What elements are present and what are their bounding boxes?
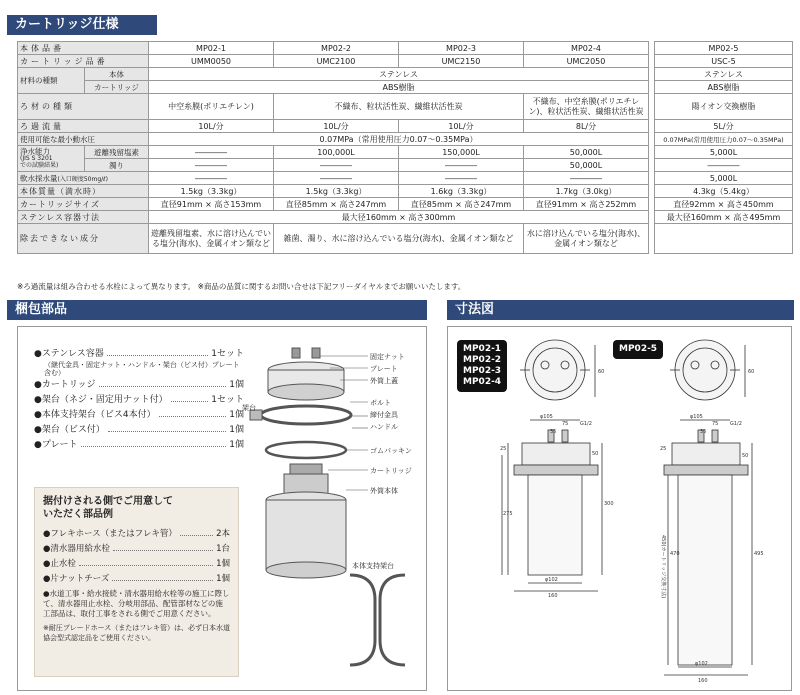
table-row: ろ過流量 10L/分 10L/分 10L/分 8L/分 5L/分: [18, 120, 793, 133]
label-bolt: ボルト: [370, 399, 391, 407]
table-row: ステンレス容器寸法 最大径160mm × 高さ300mm 最大径160mm × 高さ495mm: [18, 211, 793, 224]
list-item: ●架台（ビス付） 1個: [34, 425, 244, 436]
svg-text:50: 50: [742, 453, 749, 459]
svg-text:φ105: φ105: [540, 414, 553, 420]
svg-text:60: 60: [748, 369, 755, 375]
svg-text:160: 160: [548, 593, 558, 599]
svg-text:275: 275: [503, 511, 513, 517]
svg-text:450(カートリッジ交換寸法): 450(カートリッジ交換寸法): [660, 535, 666, 599]
svg-text:160: 160: [698, 678, 708, 684]
parts-list: [34, 350, 244, 456]
svg-text:470: 470: [670, 551, 680, 557]
svg-text:φ102: φ102: [695, 661, 708, 667]
table-row: カートリッジ ABS樹脂 ABS樹脂: [18, 81, 793, 94]
svg-text:φ102: φ102: [545, 577, 558, 583]
parts-section-title: 梱包部品: [7, 300, 427, 320]
table-row: 本体質量（満水時） 1.5kg（3.3kg） 1.5kg（3.3kg） 1.6kg（3.3kg） 1.7kg（3.0kg） 4.3kg（5.4kg）: [18, 185, 793, 198]
svg-text:35: 35: [550, 429, 557, 435]
label-fitting: 締付金具: [370, 411, 398, 419]
install-parts-box: 据付けされる側でご用意して いただく部品例 ●フレキホース（またはフレキ管） 2本 ●清水器用給水栓 1台 ●止水栓 1個 ●片ナットチーズ 1個 ●水道工事・給水接続・清水器用給水栓等の施工に際して、清水器用止水栓、分岐用部品、配管部材などの施工部品は、取付工事をされる側でご用意ください。 ※耐圧ブレードホース（またはフレキ管）は、必ず日本水道協会型式認定品をご使用ください。: [34, 487, 239, 677]
spec-section-title: カートリッジ仕様: [7, 15, 157, 35]
dimension-drawing-2: [660, 335, 790, 685]
table-row: 浄水能力 (JIS S 3201 での試験結果) 遊離残留塩素 ―――― 100,000L 150,000L 50,000L 5,000L: [18, 146, 793, 159]
svg-text:G1/2: G1/2: [580, 421, 592, 427]
label-nut: 固定ナット: [370, 353, 405, 361]
label-packing: ゴムパッキン: [370, 447, 412, 455]
table-row: 濁り ―――― ―――― ―――― 50,000L ――――: [18, 159, 793, 172]
spec-table: [17, 41, 793, 254]
label-handle: ハンドル: [370, 423, 398, 431]
list-item: ●カートリッジ 1個: [34, 380, 244, 391]
table-row: 本体品番 MP02-1 MP02-2 MP02-3 MP02-4 MP02-5: [18, 42, 793, 55]
list-item: ●清水器用給水栓 1台: [43, 544, 230, 554]
list-item: ●本体支持架台（ビス4本付） 1個: [34, 410, 244, 421]
label-cartridge: カートリッジ: [370, 467, 412, 475]
label-stand: 架台: [242, 404, 256, 412]
list-item: ●片ナットチーズ 1個: [43, 574, 230, 584]
table-row: 使用可能な最小動水圧 0.07MPa（常用使用圧力0.07～0.35MPa） 0.07MPa(常用使用圧力0.07～0.35MPa): [18, 133, 793, 146]
vessel-subnote: （継代金具・固定ナット・ハンドル・架台（ビス付）プレート含む）: [44, 361, 240, 377]
model-group-label: MP02-1 MP02-2 MP02-3 MP02-4: [457, 340, 507, 392]
dimension-section-title: 寸法図: [447, 300, 794, 320]
table-row: 除去できない成分 遊離残留塩素、水に溶け込んでいる塩分(海水)、金属イオン類など 雑菌、濁り、水に溶け込んでいる塩分(海水)、金属イオン類など 水に溶け込んでいる塩分(海水)、金属イオン類など: [18, 224, 793, 254]
svg-text:φ105: φ105: [690, 414, 703, 420]
svg-text:35: 35: [700, 429, 707, 435]
svg-text:300: 300: [604, 501, 614, 507]
table-row: 材料の種類 本体 ステンレス ステンレス: [18, 68, 793, 81]
label-body: 外筒本体: [370, 487, 398, 495]
list-item: ●止水栓 1個: [43, 559, 230, 569]
install-note: ●水道工事・給水接続・清水器用給水栓等の施工に際して、清水器用止水栓、分岐用部品、配管部材などの施工部品は、取付工事をされる側でご用意ください。: [43, 589, 230, 618]
table-row: カートリッジサイズ 直径91mm × 高さ153mm 直径85mm × 高さ247mm 直径85mm × 高さ247mm 直径91mm × 高さ252mm 直径92mm × 高さ450mm: [18, 198, 793, 211]
svg-text:G1/2: G1/2: [730, 421, 742, 427]
exploded-parts-diagram: [240, 340, 425, 685]
list-item: ●フレキホース（またはフレキ管） 2本: [43, 529, 230, 539]
svg-text:25: 25: [660, 446, 667, 452]
svg-text:75: 75: [712, 421, 719, 427]
list-item: ●架台（ネジ・固定用ナット付） 1セット: [34, 395, 244, 406]
list-item: ●プレート 1個: [34, 440, 244, 451]
svg-text:50: 50: [592, 451, 599, 457]
label-plate: プレート: [370, 365, 398, 373]
table-row: カートリッジ品番 UMM0050 UMC2100 UMC2150 UMC2050 USC-5: [18, 55, 793, 68]
install-note-2: ※耐圧ブレードホース（またはフレキ管）は、必ず日本水道協会型式認定品をご使用ください。: [43, 624, 230, 642]
table-row: ろ材の種類 中空糸膜(ポリエチレン) 不織布、粒状活性炭、繊維状活性炭 不織布、中空糸膜(ポリエチレン)、粒状活性炭、繊維状活性炭 陽イオン交換樹脂: [18, 94, 793, 120]
svg-text:60: 60: [598, 369, 605, 375]
table-row: 軟水採水量(入口硬度50mg/ℓ) ―――― ―――― ―――― ―――― 5,000L: [18, 172, 793, 185]
list-item: ●ステンレス容器 1セット: [34, 349, 244, 359]
svg-text:495: 495: [754, 551, 764, 557]
label-cap: 外筒上蓋: [370, 377, 398, 385]
dimension-drawing-1: [500, 335, 620, 685]
model-mp02-5-label: MP02-5: [613, 340, 663, 359]
svg-text:75: 75: [562, 421, 569, 427]
label-support: 本体支持架台: [352, 562, 394, 570]
svg-text:25: 25: [500, 446, 507, 452]
footnote: ※ろ過流量は組み合わせる水栓によって異なります。 ※商品の品質に関するお問い合せは下記フリーダイヤルまでお願いいたします。: [17, 282, 466, 291]
